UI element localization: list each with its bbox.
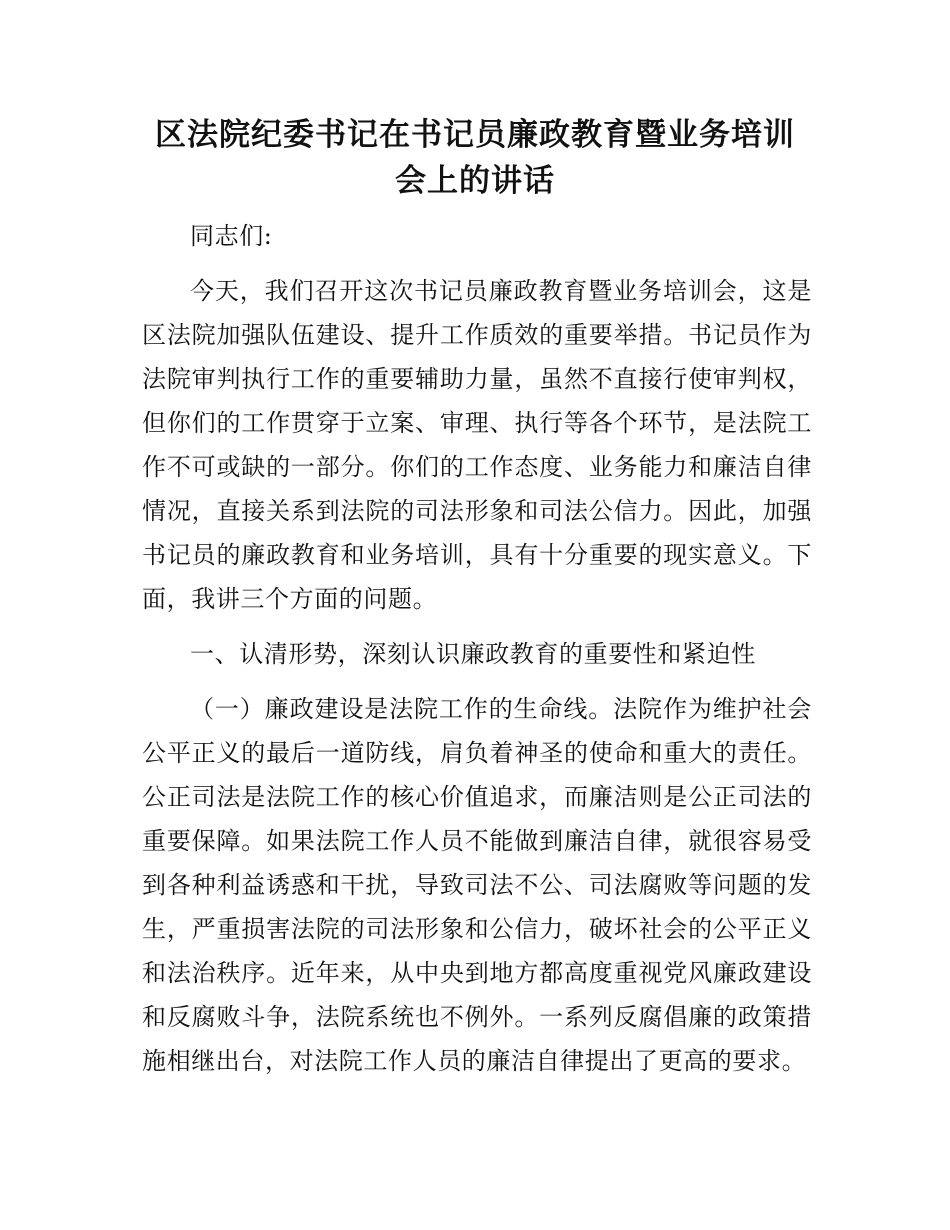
- section-heading-1: 一、认清形势，深刻认识廉政教育的重要性和紧迫性: [190, 640, 756, 668]
- salutation: 同志们:: [190, 222, 273, 250]
- document-body: [142, 214, 812, 1094]
- document-title: [140, 112, 810, 204]
- document-title-line-1: 区法院纪委书记在书记员廉政教育暨业务培训: [155, 117, 795, 153]
- paragraph-intro: 今天，我们召开这次书记员廉政教育暨业务培训会，这是区法院加强队伍建设、提升工作质效的重要举措。书记员作为法院审判执行工作的重要辅助力量，虽然不直接行使审判权，但你们的工作贯穿于立案、审理、执行等各个环节，是法院工作不可或缺的一部分。你们的工作态度、业务能力和廉洁自律情况，直接关系到法院的司法形象和司法公信力。因此，加强书记员的廉政教育和业务培训，具有十分重要的现实意义。下面，我讲三个方面的问题。: [142, 277, 812, 613]
- document-title-line-2: 会上的讲话: [395, 163, 555, 199]
- paragraph-subsection-1: （一）廉政建设是法院工作的生命线。法院作为维护社会公平正义的最后一道防线，肩负着神圣的使命和重大的责任。公正司法是法院工作的核心价值追求，而廉洁则是公正司法的重要保障。如果法院工作人员不能做到廉洁自律，就很容易受到各种利益诱惑和干扰，导致司法不公、司法腐败等问题的发生，严重损害法院的司法形象和公信力，破坏社会的公平正义和法治秩序。近年来，从中央到地方都高度重视党风廉政建设和反腐败斗争，法院系统也不例外。一系列反腐倡廉的政策措施相继出台，对法院工作人员的廉洁自律提出了更高的要求。: [142, 695, 812, 1075]
